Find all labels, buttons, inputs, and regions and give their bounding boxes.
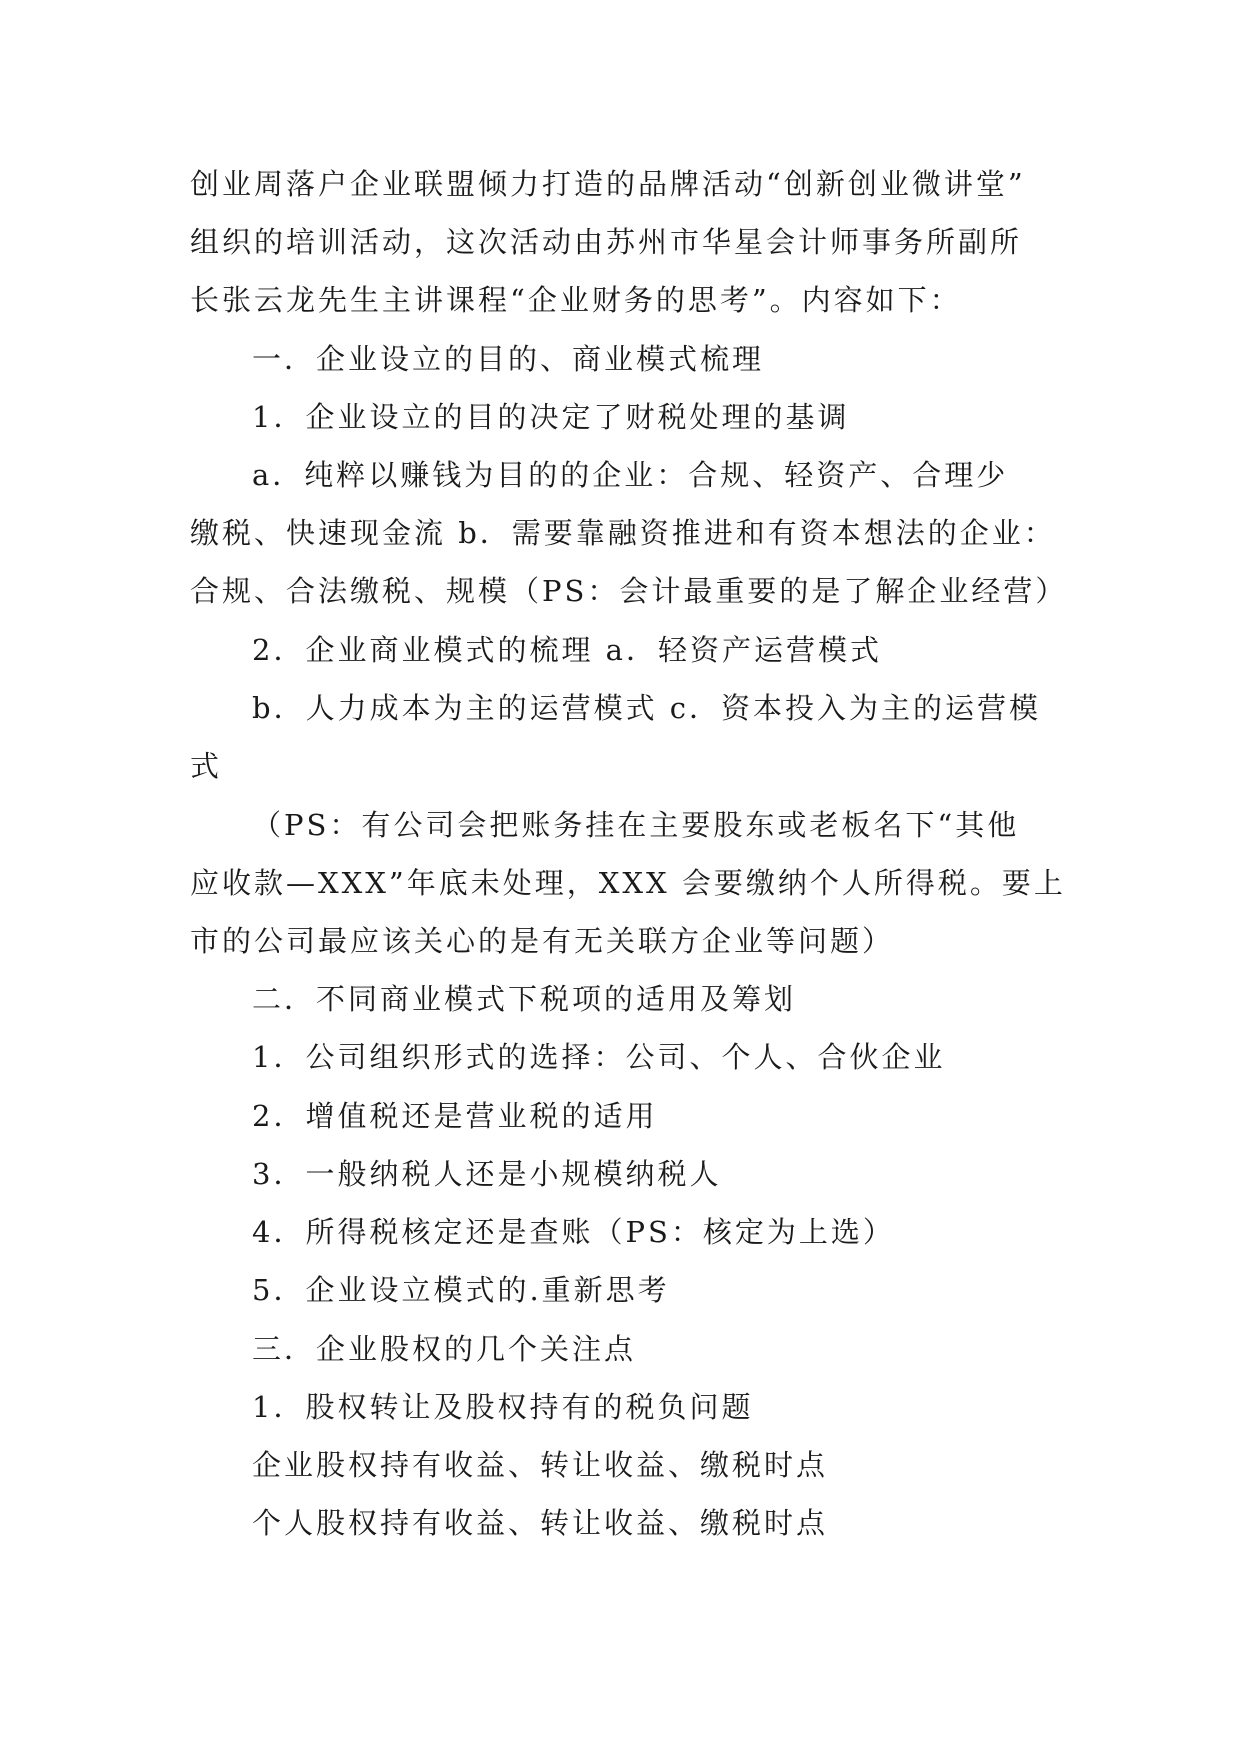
list-item: 1．企业设立的目的决定了财税处理的基调 (252, 400, 850, 434)
list-item: 5．企业设立模式的.重新思考 (252, 1273, 670, 1307)
list-item: 4．所得税核定还是查账（PS：核定为上选） (252, 1215, 895, 1249)
note-line: （PS：有公司会把账务挂在主要股东或老板名下“其他 (252, 808, 1020, 842)
section-heading: 三．企业股权的几个关注点 (252, 1332, 637, 1366)
list-item: 3．一般纳税人还是小规模纳税人 (252, 1157, 722, 1191)
list-item: 1．股权转让及股权持有的税负问题 (252, 1390, 754, 1424)
text-line: 长张云龙先生主讲课程“企业财务的思考”。内容如下： (190, 283, 962, 317)
text-line: 企业股权持有收益、转让收益、缴税时点 (252, 1448, 829, 1482)
text-line: 应收款—XXX”年底未处理，XXX 会要缴纳个人所得税。要上 (190, 866, 1066, 900)
text-line: 创业周落户企业联盟倾力打造的品牌活动“创新创业微讲堂” (190, 167, 1026, 201)
text-line: 个人股权持有收益、转让收益、缴税时点 (252, 1506, 829, 1540)
list-item: a．纯粹以赚钱为目的的企业：合规、轻资产、合理少 (252, 458, 1009, 492)
text-line: 合规、合法缴税、规模（PS：会计最重要的是了解企业经营） (190, 574, 1068, 608)
list-item: 1．公司组织形式的选择：公司、个人、合伙企业 (252, 1040, 946, 1074)
section-heading: 一．企业设立的目的、商业模式梳理 (252, 342, 765, 376)
list-item: b．人力成本为主的运营模式 c．资本投入为主的运营模 (252, 691, 1042, 725)
text-line: 式 (190, 749, 223, 783)
section-heading: 二．不同商业模式下税项的适用及筹划 (252, 982, 797, 1016)
text-line: 缴税、快速现金流 b．需要靠融资推进和有资本想法的企业： (190, 516, 1056, 550)
text-line: 市的公司最应该关心的是有无关联方企业等问题） (190, 924, 895, 958)
list-item: 2．增值税还是营业税的适用 (252, 1099, 658, 1133)
list-item: 2．企业商业模式的梳理 a．轻资产运营模式 (252, 633, 882, 667)
text-line: 组织的培训活动，这次活动由苏州市华星会计师事务所副所 (190, 225, 1023, 259)
